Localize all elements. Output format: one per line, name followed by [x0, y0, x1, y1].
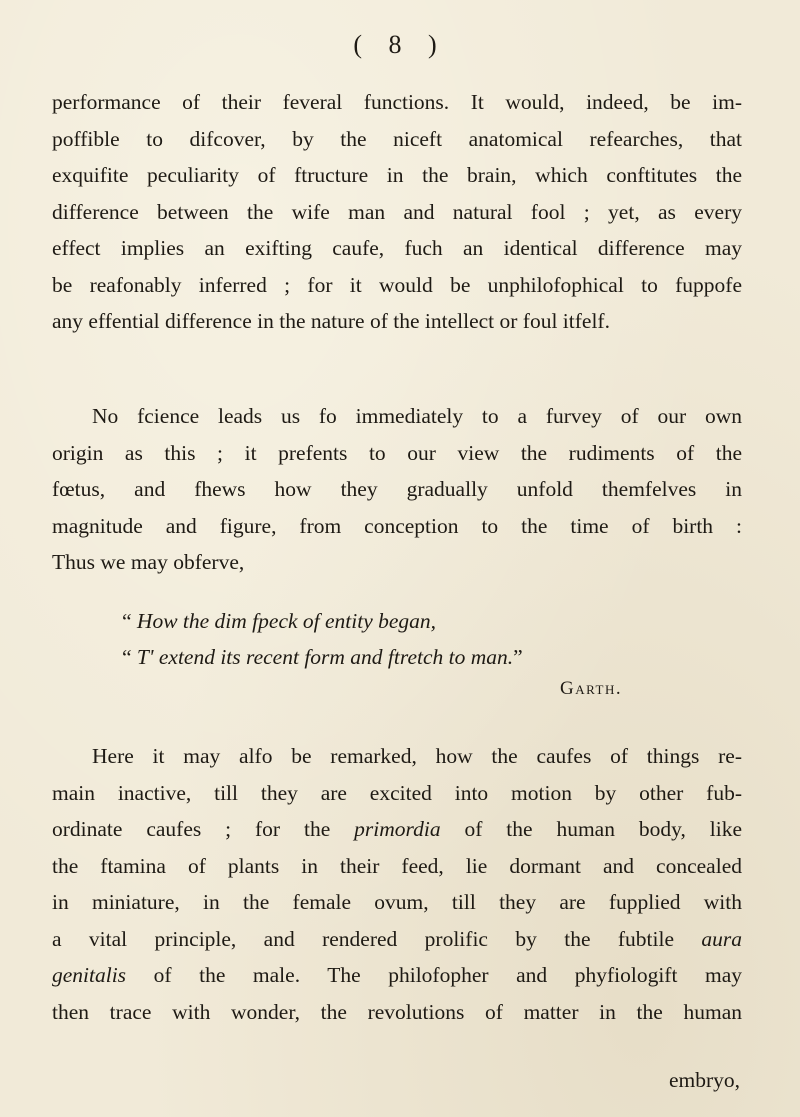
- latin-term-primordia: primordia: [354, 817, 441, 841]
- text-segment: of the human body, like: [440, 817, 742, 841]
- text-line: any effential difference in the nature of the intellect or foul itfelf.: [52, 309, 610, 333]
- latin-term-genitalis: genitalis: [52, 963, 127, 987]
- catchword: embryo,: [668, 1068, 740, 1092]
- text-line: No fcience leads us fo immediately to a furvey of our own: [92, 404, 742, 428]
- open-quote-mark: “: [122, 609, 132, 633]
- text-line: [52, 957, 742, 994]
- text-line: [52, 811, 742, 848]
- text-line: exquifite peculiarity of ftructure in the brain, which conftitutes the: [52, 163, 742, 187]
- page-number: ( 8 ): [353, 30, 447, 59]
- text-segment: a vital principle, and rendered prolific by the fubtile: [52, 926, 702, 951]
- text-line: in miniature, in the female ovum, till they are fupplied with: [52, 890, 742, 914]
- verse-quote-line-1: [122, 604, 682, 638]
- text-line: Thus we may obferve,: [52, 550, 245, 574]
- text-line: fœtus, and fhews how they gradually unfold themfelves in: [52, 477, 742, 501]
- text-line: be reafonably inferred ; for it would be unphilofophical to fuppofe: [52, 272, 742, 297]
- verse-quote-line-2: [122, 640, 682, 674]
- text-segment: ordinate caufes ; for the: [52, 817, 355, 841]
- text-line: difference between the wife man and natural fool ; yet, as every: [52, 199, 742, 224]
- text-line: main inactive, till they are excited into motion by other fub-: [52, 780, 742, 805]
- text-line: performance of their feveral functions. It would, indeed, be im-: [52, 90, 742, 114]
- open-quote-mark: “: [122, 645, 132, 669]
- text-line: Here it may alfo be remarked, how the caufes of things re-: [92, 744, 742, 768]
- paragraph-3: [52, 738, 742, 1030]
- quote-attribution: Garth.: [560, 678, 623, 699]
- paragraph-1: [52, 84, 742, 340]
- close-quote-mark: ”: [513, 645, 523, 669]
- text-line: the ftamina of plants in their feed, lie dormant and concealed: [52, 853, 742, 878]
- text-line: [52, 921, 742, 958]
- paragraph-2: [52, 398, 742, 581]
- latin-term-aura: aura: [701, 926, 742, 951]
- text-line: origin as this ; it prefents to our view the rudiments of the: [52, 440, 742, 465]
- text-line: then trace with wonder, the revolutions of matter in the human: [52, 999, 742, 1024]
- text-line: effect implies an exifting caufe, fuch an identical difference may: [52, 236, 742, 260]
- verse-text: T' extend its recent form and ftretch to man.: [136, 645, 514, 669]
- verse-text: How the dim fpeck of entity began,: [136, 609, 437, 633]
- text-segment: of the male. The philofopher and phyfiologift may: [126, 963, 742, 987]
- text-line: magnitude and figure, from conception to the time of birth :: [52, 513, 742, 538]
- text-line: poffible to difcover, by the niceft anatomical refearches, that: [52, 126, 742, 151]
